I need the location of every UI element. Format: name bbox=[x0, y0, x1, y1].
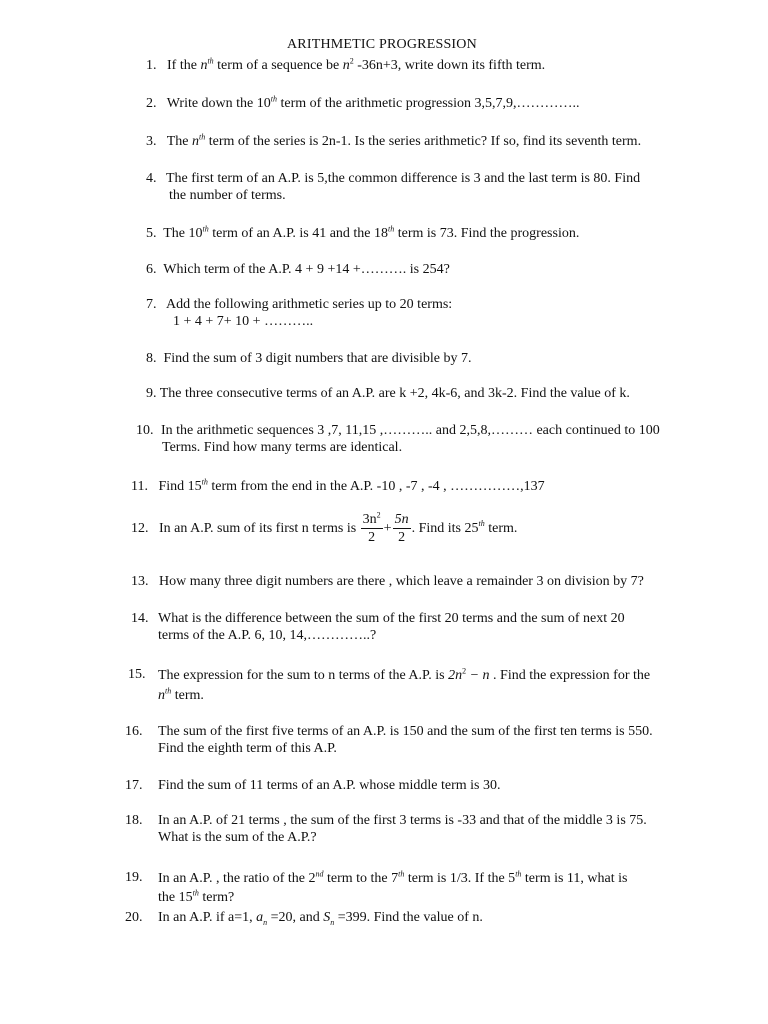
question-7: Add the following arithmetic series up to 20 terms: 1 + 4 + 7+ 10 + ……….. bbox=[166, 297, 453, 329]
question-number: 17. bbox=[125, 778, 143, 793]
question-number: 12. bbox=[131, 521, 149, 536]
question-number: 9. bbox=[146, 386, 157, 401]
question-10: In the arithmetic sequences 3 ,7, 11,15 ,……….. and 2,5,8,……… each continued to 100 Terms. Find how many terms are identical. bbox=[161, 423, 660, 455]
question-number: 15. bbox=[128, 667, 146, 682]
question-5: 5. The 10th term of an A.P. is 41 and the 18th term is 73. Find the progression. bbox=[146, 224, 580, 241]
question-16: The sum of the first five terms of an A.P. is 150 and the sum of the first ten terms is 550. Find the eighth term of this A.P. bbox=[158, 724, 653, 756]
question-9: 9. The three consecutive terms of an A.P. are k +2, 4k-6, and 3k-2. Find the value of k. bbox=[146, 386, 630, 401]
question-19: In an A.P. , the ratio of the 2nd term to the 7th term is 1/3. If the 5th term is 11, what is the 15th term? bbox=[158, 869, 628, 905]
question-number: 18. bbox=[125, 813, 143, 828]
question-number: 13. bbox=[131, 574, 149, 589]
question-20: In an A.P. if a=1, $a_n =20$, and $S_n =399$. Find the value of n. bbox=[158, 910, 483, 927]
fraction: $\frac{5n}{2}$ bbox=[394, 512, 409, 545]
question-15: The expression for the sum to n terms of the A.P. is $2n^2 - n$ . Find the expression for the $n^{th}$ term. bbox=[158, 666, 651, 703]
question-3: 3. The $n^{th}$ term of the series is 2n-1. Is the series arithmetic? If so, find its seventh term. bbox=[146, 132, 642, 149]
question-number: 6. bbox=[146, 262, 157, 277]
question-number: 4. bbox=[146, 171, 157, 186]
question-number: 11. bbox=[131, 479, 148, 494]
question-number: 3. bbox=[146, 134, 157, 149]
question-number: 16. bbox=[125, 724, 143, 739]
question-18: In an A.P. of 21 terms , the sum of the first 3 terms is -33 and that of the middle 3 is 75. What is the sum of the A.P.? bbox=[158, 813, 647, 845]
question-number: 19. bbox=[125, 870, 143, 885]
question-2: 2. Write down the 10th term of the arithmetic progression 3,5,7,9,………….. bbox=[146, 94, 580, 111]
fraction: $\frac{3n^2}{2}$ bbox=[362, 510, 381, 545]
question-number: 10. bbox=[136, 423, 154, 438]
page-title: ARITHMETIC PROGRESSION bbox=[287, 37, 477, 52]
question-number: 14. bbox=[131, 611, 149, 626]
question-number: 2. bbox=[146, 96, 157, 111]
question-14: What is the difference between the sum of the first 20 terms and the sum of next 20 terms of the A.P. 6, 10, 14,…………..? bbox=[158, 611, 625, 643]
question-number: 7. bbox=[146, 297, 157, 312]
question-number: 8. bbox=[146, 351, 157, 366]
question-number: 20. bbox=[125, 910, 143, 925]
question-17: Find the sum of 11 terms of an A.P. whose middle term is 30. bbox=[158, 778, 501, 793]
question-1: 1. If the $n^{th}$ term of a sequence be $n^2$ -36n+3, write down its fifth term. bbox=[146, 56, 546, 73]
question-11: 11. Find 15th term from the end in the A.P. -10 , -7 , -4 , ……………,137 bbox=[131, 477, 545, 494]
question-6: 6. Which term of the A.P. 4 + 9 +14 +………. is 254? bbox=[146, 262, 450, 277]
question-number: 5. bbox=[146, 226, 157, 241]
question-number: 1. bbox=[146, 58, 157, 73]
question-8: 8. Find the sum of 3 digit numbers that are divisible by 7. bbox=[146, 351, 472, 366]
question-12: 12. In an A.P. sum of its first n terms is $\frac{3n^2}{2}$ + $\frac{5n}{2}$ . Find its 25th term. bbox=[131, 510, 518, 545]
question-13: 13. How many three digit numbers are there , which leave a remainder 3 on division by 7? bbox=[131, 574, 644, 589]
question-4: The first term of an A.P. is 5,the common difference is 3 and the last term is 80. Find the number of terms. bbox=[166, 171, 641, 203]
